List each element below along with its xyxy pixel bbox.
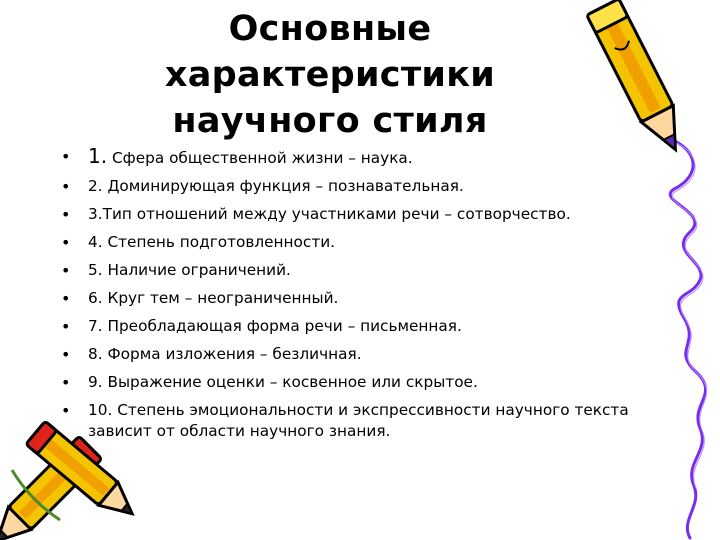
item-text: 4. Степень подготовленности. [88,233,336,251]
list-item [56,232,656,253]
title-line: характеристики [164,55,496,95]
slide-title [90,6,570,144]
list-item [56,344,656,365]
list-item [56,288,656,309]
bullet-icon: • [61,147,71,166]
bullet-icon: • [61,177,71,196]
item-number: 1. [88,144,108,168]
item-text: 10. Степень эмоциональности и экспрессивности научного текста зависит от области научного знания. [88,401,629,440]
list-item [56,204,656,225]
item-text: 9. Выражение оценки – косвенное или скрытое. [88,373,478,391]
list-item [56,316,656,337]
list-item [56,372,656,393]
title-line: Основные [228,9,432,49]
item-text: 3.Тип отношений между участниками речи – сотворчество. [88,205,571,223]
bullet-icon: • [61,345,71,364]
item-text: 2. Доминирующая функция – познавательная. [88,177,464,195]
item-text: 6. Круг тем – неограниченный. [88,289,339,307]
bullet-icon: • [61,205,71,224]
bullet-icon: • [61,261,71,280]
item-text: 5. Наличие ограничений. [88,261,291,279]
list-item [56,176,656,197]
bullet-icon: • [61,233,71,252]
item-text: Сфера общественной жизни – наука. [107,149,413,167]
list-item [56,400,656,442]
bullet-icon: • [61,373,71,392]
bullet-icon: • [61,401,71,420]
item-text: 8. Форма изложения – безличная. [88,345,362,363]
title-line: научного стиля [172,101,488,141]
bullet-icon: • [61,289,71,308]
characteristics-list [56,146,656,449]
list-item [56,146,656,169]
item-text: 7. Преобладающая форма речи – письменная. [88,317,462,335]
bullet-icon: • [61,317,71,336]
list-item [56,260,656,281]
